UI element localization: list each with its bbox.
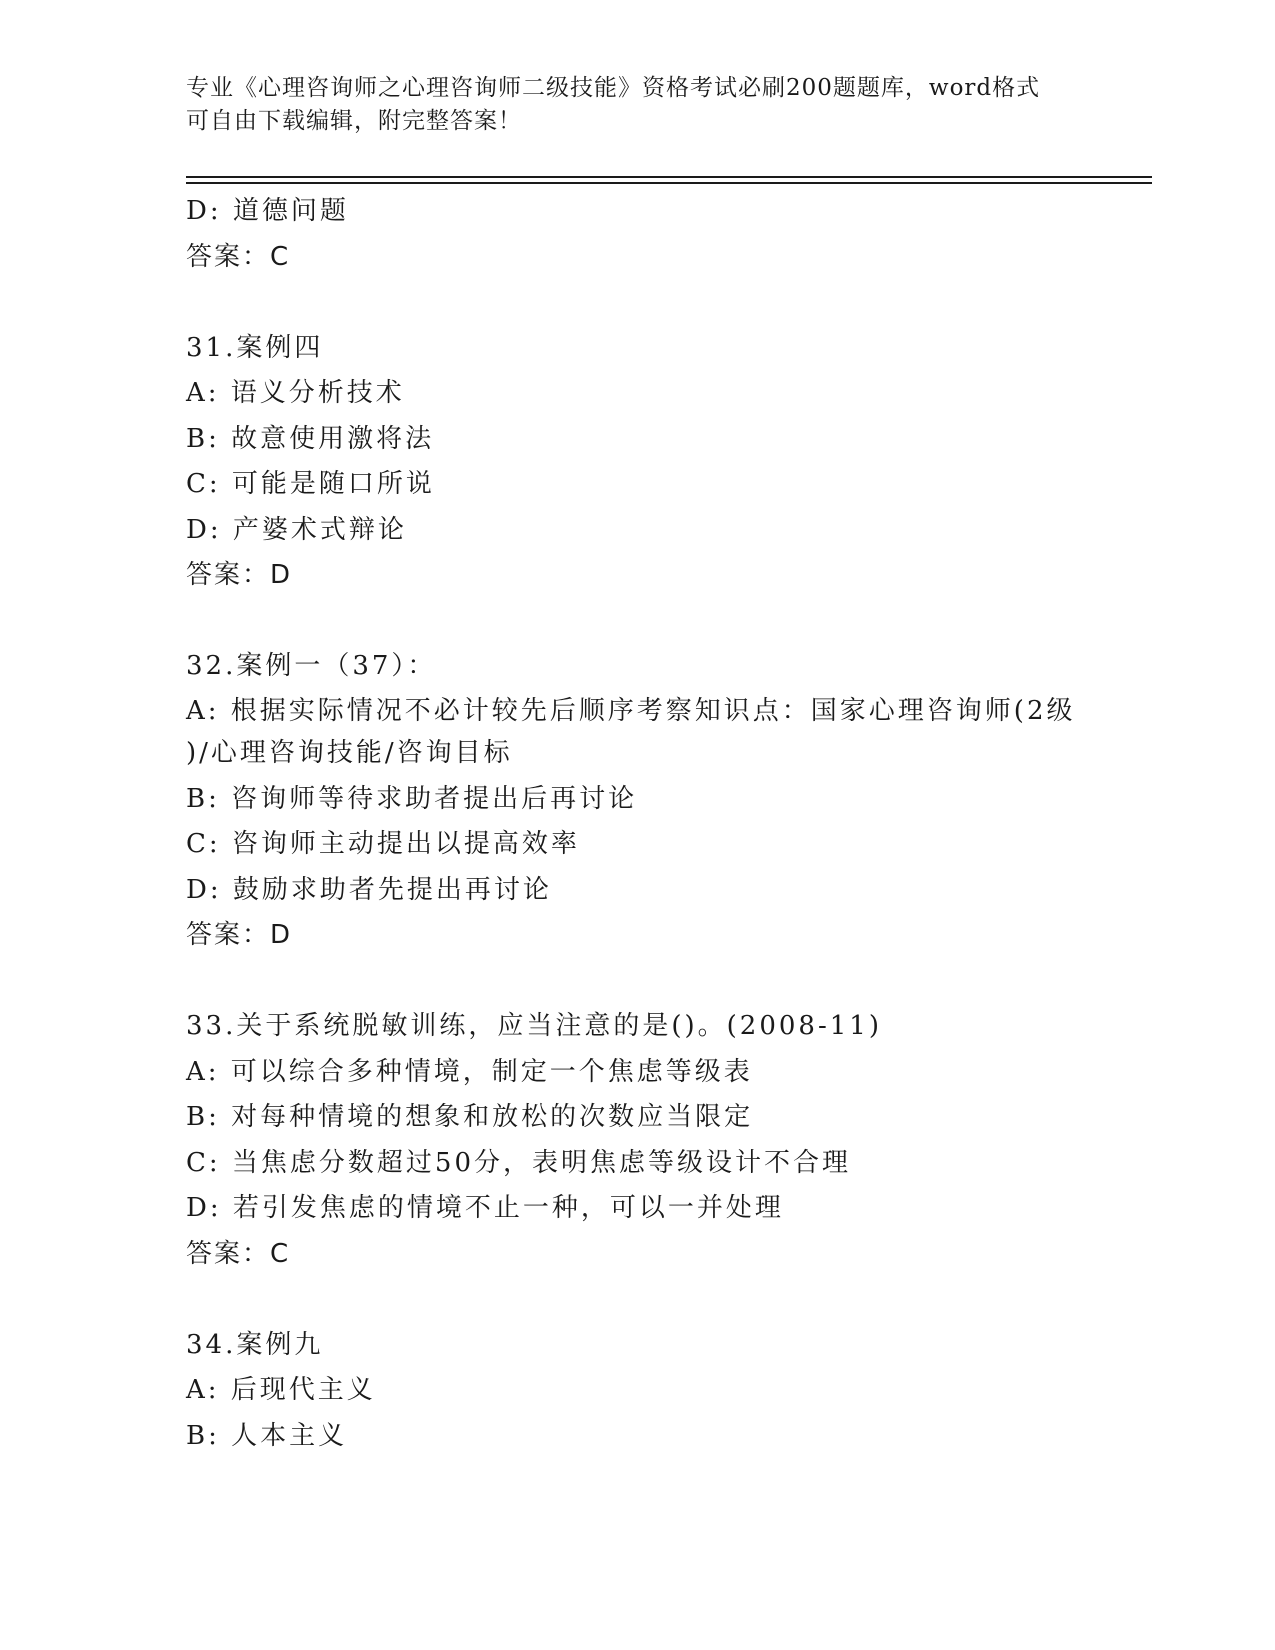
header-divider-bottom	[186, 182, 1152, 184]
option-d: D: 产婆术式辩论	[186, 514, 407, 545]
question-title: 32.案例一（37）：	[186, 651, 437, 681]
option-d: D: 鼓励求助者先提出再讨论	[186, 874, 552, 905]
question-title: 33.关于系统脱敏训练，应当注意的是()。(2008-11)	[186, 1011, 882, 1041]
answer-line: 答案：C	[186, 1238, 291, 1269]
option-a: A: 可以综合多种情境，制定一个焦虑等级表	[186, 1056, 753, 1087]
option-c: C: 当焦虑分数超过50分，表明焦虑等级设计不合理	[186, 1147, 852, 1178]
spacer	[186, 959, 1086, 1005]
option-c: C: 咨询师主动提出以提高效率	[186, 829, 580, 859]
header-line-1: 专业《心理咨询师之心理咨询师二级技能》资格考试必刷200题题库，word格式	[186, 75, 1041, 101]
option-b: B: 人本主义	[186, 1420, 348, 1451]
spacer	[186, 1277, 1086, 1323]
spacer	[186, 280, 1086, 326]
header-divider-top	[186, 176, 1152, 178]
option-b: B: 故意使用激将法	[186, 423, 435, 454]
option-b: B: 对每种情境的想象和放松的次数应当限定	[186, 1102, 754, 1132]
option-a-continued: )/心理咨询技能/咨询目标	[186, 737, 513, 768]
spacer	[186, 599, 1086, 645]
option-b: B: 咨询师等待求助者提出后再讨论	[186, 783, 638, 814]
document-header	[186, 72, 1086, 138]
answer-line: 答案：D	[186, 560, 293, 590]
option-c: C: 可能是随口所说	[186, 469, 435, 499]
option-a: A: 语义分析技术	[186, 378, 405, 408]
question-list	[186, 189, 1086, 1459]
option-d: D: 道德问题	[186, 196, 349, 226]
answer-line: 答案：D	[186, 920, 293, 950]
option-d: D: 若引发焦虑的情境不止一种，可以一并处理	[186, 1193, 784, 1223]
question-title: 34.案例九	[186, 1329, 324, 1360]
header-line-2: 可自由下载编辑，附完整答案！	[186, 108, 522, 134]
question-title: 31.案例四	[186, 332, 324, 363]
option-a: A: 后现代主义	[186, 1375, 376, 1405]
answer-line: 答案：C	[186, 241, 291, 272]
option-a: A: 根据实际情况不必计较先后顺序考察知识点：国家心理咨询师(2级	[186, 695, 1076, 726]
